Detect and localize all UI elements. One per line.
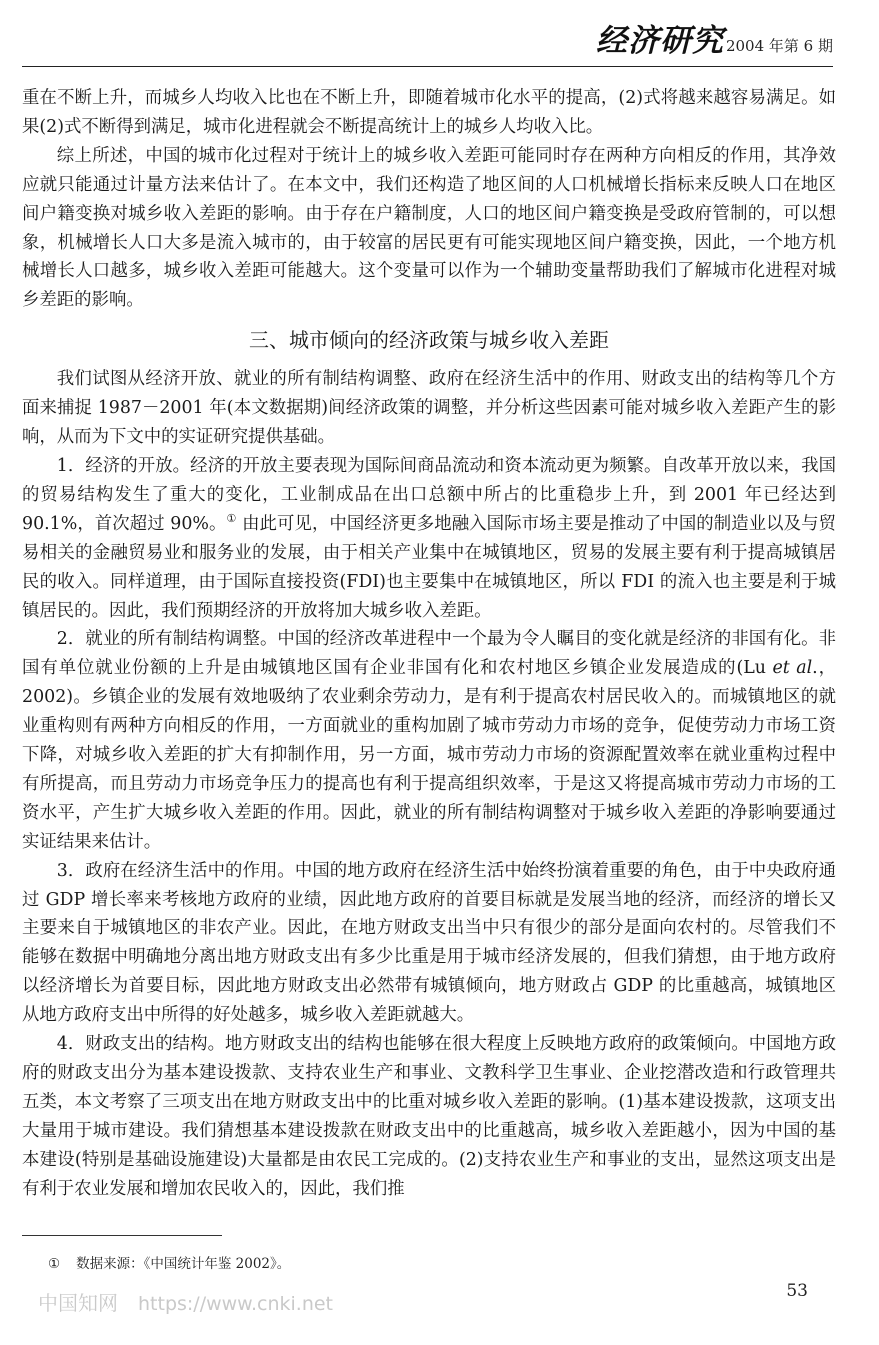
journal-name: 经济研究 bbox=[595, 23, 724, 59]
page-number: 53 bbox=[786, 1281, 808, 1301]
openness-text-b: 由此可见，中国经济更多地融入国际市场主要是推动了中国的制造业以及与贸易相关的金融贸易业和服务业的发展，由于相关产业集中在城镇地区，贸易的发展主要有利于提高城镇居民的收入。同样道理，由于国际直接投资(FDI)也主要集中在城镇地区，所以 FDI 的流入也主要是利于城镇居民的。因此，我们预期经济的开放将加大城乡收入差距。 bbox=[22, 513, 836, 621]
issue-label: 2004 年第 6 期 bbox=[725, 37, 833, 55]
fiscal-text-a: 4．财政支出的结构。地方财政支出的结构也能够在很大程度上反映地方政府的政策倾向。中国地方政府的财政支出分为基本建设拨款、支持农业生产和事业、文教科学卫生事业、企业挖潜改造和行政管理共五类，本文考察了三项支出在地方财政支出中的比重对城乡收入差距的影响。 bbox=[22, 1034, 836, 1112]
employment-text-b: .，2002)。乡镇企业的发展有效地吸纳了农业剩余劳动力，是有利于提高农村居民收入的。而城镇地区的就业重构则有两种方向相反的作用，一方面就业的重构加剧了城市劳动力市场的竞争，促使劳动力市场工资下降，对城乡收入差距的扩大有抑制作用，另一方面，城市劳动力市场的资源配置效率在就业重构过程中有所提高，而且劳动力市场竞争压力的提高也有利于提高组织效率，于是这又将提高城市劳动力市场的工资水平，产生扩大城乡收入差距的作用。因此，就业的所有制结构调整对于城乡收入差距的净影响要通过实证结果来估计。 bbox=[22, 658, 836, 852]
footnote-text: 数据来源：《中国统计年鉴 2002》。 bbox=[76, 1256, 291, 1272]
openness-text-a: 1．经济的开放。经济的开放主要表现为国际间商品流动和资本流动更为频繁。自改革开放以来，我国的贸易结构发生了重大的变化，工业制成品在出口总额中所占的比重稳步上升，到 2001 年已经达到 90.1%，首次超过 90%。 bbox=[22, 455, 836, 534]
fiscal-text-b: (1)基本建设拨款，这项支出大量用于城市建设。我们猜想基本建设拨款在财政支出中的比重越高，城乡收入差距越小，因为中国的基本建设(特别是基础设施建设)大量都是由农民工完成的。 bbox=[22, 1091, 836, 1170]
citation-et-al: et al bbox=[772, 658, 813, 679]
paragraph-employment bbox=[22, 625, 836, 856]
footnote-divider bbox=[22, 1235, 222, 1236]
footnote-mark: ① bbox=[48, 1256, 61, 1272]
watermark-site: 中国知网 bbox=[38, 1291, 118, 1315]
cnki-watermark bbox=[38, 1287, 333, 1316]
section-heading: 三、城市倾向的经济政策与城乡收入差距 bbox=[249, 328, 609, 353]
journal-masthead bbox=[596, 15, 833, 60]
paragraph-continued: 重在不断上升，而城乡人均收入比也在不断上升，即随着城市化水平的提高，(2)式将越来越容易满足。如果(2)式不断得到满足，城市化进程就会不断提高统计上的城乡人均收入比。 bbox=[22, 88, 836, 137]
paragraph-summary: 综上所述，中国的城市化过程对于统计上的城乡收入差距可能同时存在两种方向相反的作用，其净效应就只能通过计量方法来估计了。在本文中，我们还构造了地区间的人口机械增长指标来反映人口在地区间户籍变换对城乡收入差距的影响。由于存在户籍制度，人口的地区间户籍变换是受政府管制的，可以想象，机械增长人口大多是流入城市的，由于较富的居民更有可能实现地区间户籍变换，因此，一个地方机械增长人口越多，城乡收入差距可能越大。这个变量可以作为一个辅助变量帮助我们了解城市化进程对城乡差距的影响。 bbox=[22, 145, 836, 311]
employment-text-a: 2．就业的所有制结构调整。中国的经济改革进程中一个最为令人瞩目的变化就是经济的非国有化。非国有单位就业份额的上升是由城镇地区国有企业非国有化和农村地区乡镇企业发展造成的(Lu bbox=[22, 629, 836, 679]
paragraph-government: 3．政府在经济生活中的作用。中国的地方政府在经济生活中始终扮演着重要的角色，由于中央政府通过 GDP 增长率来考核地方政府的业绩，因此地方政府的首要目标就是发展当地的经济，而经济的增长又主要来自于城镇地区的非农产业。因此，在地方财政支出当中只有很少的部分是面向农村的。尽管我们不能够在数据中明确地分离出地方财政支出有多少比重是用于城市经济发展的，但我们猜想，由于地方政府以经济增长为首要目标，因此地方财政支出必然带有城镇倾向，地方财政占 GDP 的比重越高，城镇地区从地方政府支出中所得的好处越多，城乡收入差距就越大。 bbox=[22, 860, 836, 1026]
footnote-reference[interactable]: ① bbox=[226, 511, 237, 525]
watermark-url: https://www.cnki.net bbox=[138, 1293, 334, 1315]
article-body bbox=[22, 84, 836, 1204]
footnote bbox=[48, 1252, 290, 1272]
page-header bbox=[22, 22, 833, 67]
fiscal-text-c: (2)支持农业生产和事业的支出，显然这项支出是有利于农业发展和增加农民收入的，因此，我们推 bbox=[22, 1149, 836, 1199]
section-intro: 我们试图从经济开放、就业的所有制结构调整、政府在经济生活中的作用、财政支出的结构等几个方面来捕捉 1987－2001 年(本文数据期)间经济政策的调整，并分析这些因素可能对城乡收入差距产生的影响，从而为下文中的实证研究提供基础。 bbox=[22, 369, 836, 448]
paragraph-openness bbox=[22, 452, 836, 625]
paragraph-fiscal bbox=[22, 1030, 836, 1203]
